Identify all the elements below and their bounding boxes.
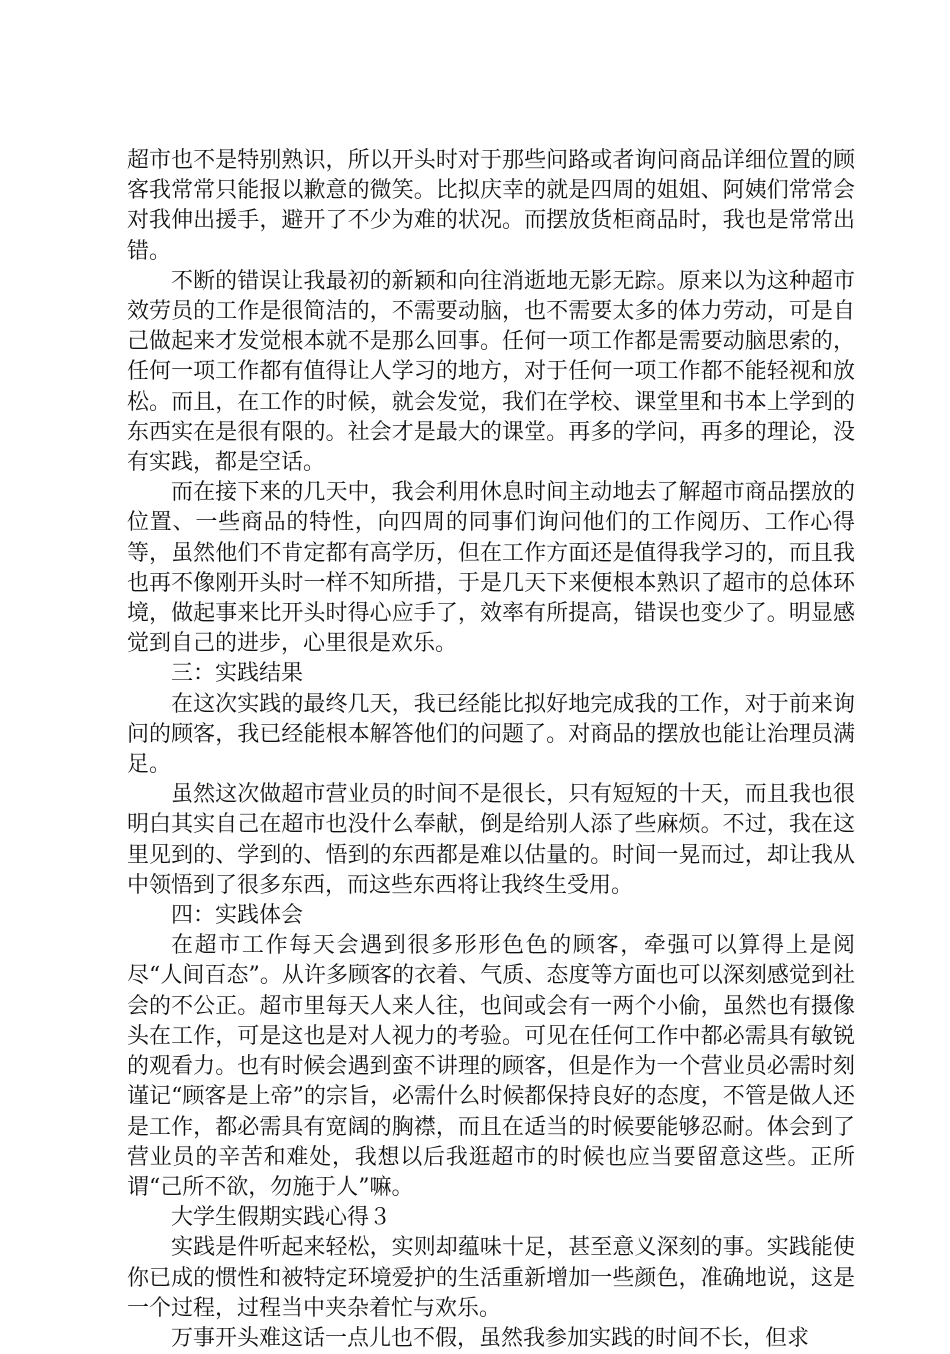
paragraph: 虽然这次做超市营业员的时间不是很长，只有短短的十天，而且我也很明白其实自己在超市也没什么奉献，倒是给别人添了些麻烦。不过，我在这里见到的、学到的、悟到的东西都是难以估量的。时间一晃而过，却让我从中领悟到了很多东西，而这些东西将让我终生受用。 [127,782,855,898]
paragraph: 在超市工作每天会遇到很多形形色色的顾客，牵强可以算得上是阅尽“人间百态”。从许多顾客的衣着、气质、态度等方面也可以深刻感觉到社会的不公正。超市里每天人来人往，也间或会有一两个小偷，虽然也有摄像头在工作，可是这也是对人视力的考验。可见在任何工作中都必需具有敏锐的观看力。也有时候会遇到蛮不讲理的顾客，但是作为一个营业员必需时刻谨记“顾客是上帝”的宗旨，必需什么时候都保持良好的态度，不管是做人还是工作，都必需具有宽阔的胸襟，而且在适当的时候要能够忍耐。体会到了营业员的辛苦和难处，我想以后我逛超市的时候也应当要留意这些。正所谓“己所不欲，勿施于人”嘛。 [127,933,855,1200]
paragraph: 超市也不是特别熟识，所以开头时对于那些问路或者询问商品详细位置的顾客我常常只能报以歉意的微笑。比拟庆幸的就是四周的姐姐、阿姨们常常会对我伸出援手，避开了不少为难的状况。而摆放货柜商品时，我也是常常出错。 [127,148,855,264]
paragraph: 在这次实践的最终几天，我已经能比拟好地完成我的工作，对于前来询问的顾客，我已经能根本解答他们的问题了。对商品的摆放也能让治理员满足。 [127,691,855,778]
document-body [127,146,855,1354]
section-heading: 四：实践体会 [171,903,304,929]
paragraph: 万事开头难这话一点儿也不假，虽然我参加实践的时间不长，但求 [171,1325,810,1351]
paragraph: 实践是件听起来轻松，实则却蕴味十足，甚至意义深刻的事。实践能使你已成的惯性和被特定环境爱护的生活重新增加一些颜色，准确地说，这是一个过程，过程当中夹杂着忙与欢乐。 [127,1235,855,1321]
paragraph: 不断的错误让我最初的新颖和向往消逝地无影无踪。原来以为这种超市效劳员的工作是很简洁的，不需要动脑，也不需要太多的体力劳动，可是自己做起来才发觉根本就不是那么回事。任何一项工作都是需要动脑思索的，任何一项工作都有值得让人学习的地方，对于任何一项工作都不能轻视和放松。而且，在工作的时候，就会发觉，我们在学校、课堂里和书本上学到的东西实在是很有限的。社会才是最大的课堂。再多的学问，再多的理论，没有实践，都是空话。 [127,268,855,476]
article-title: 大学生假期实践心得３ [171,1205,392,1231]
paragraph: 而在接下来的几天中，我会利用休息时间主动地去了解超市商品摆放的位置、一些商品的特性，向四周的同事们询问他们的工作阅历、工作心得等，虽然他们不肯定都有高学历，但在工作方面还是值得我学习的，而且我也再不像刚开头时一样不知所措，于是几天下来便根本熟识了超市的总体环境，做起事来比开头时得心应手了，效率有所提高，错误也变少了。明显感觉到自己的进步，心里很是欢乐。 [127,480,855,657]
section-heading: 三：实践结果 [171,661,304,687]
